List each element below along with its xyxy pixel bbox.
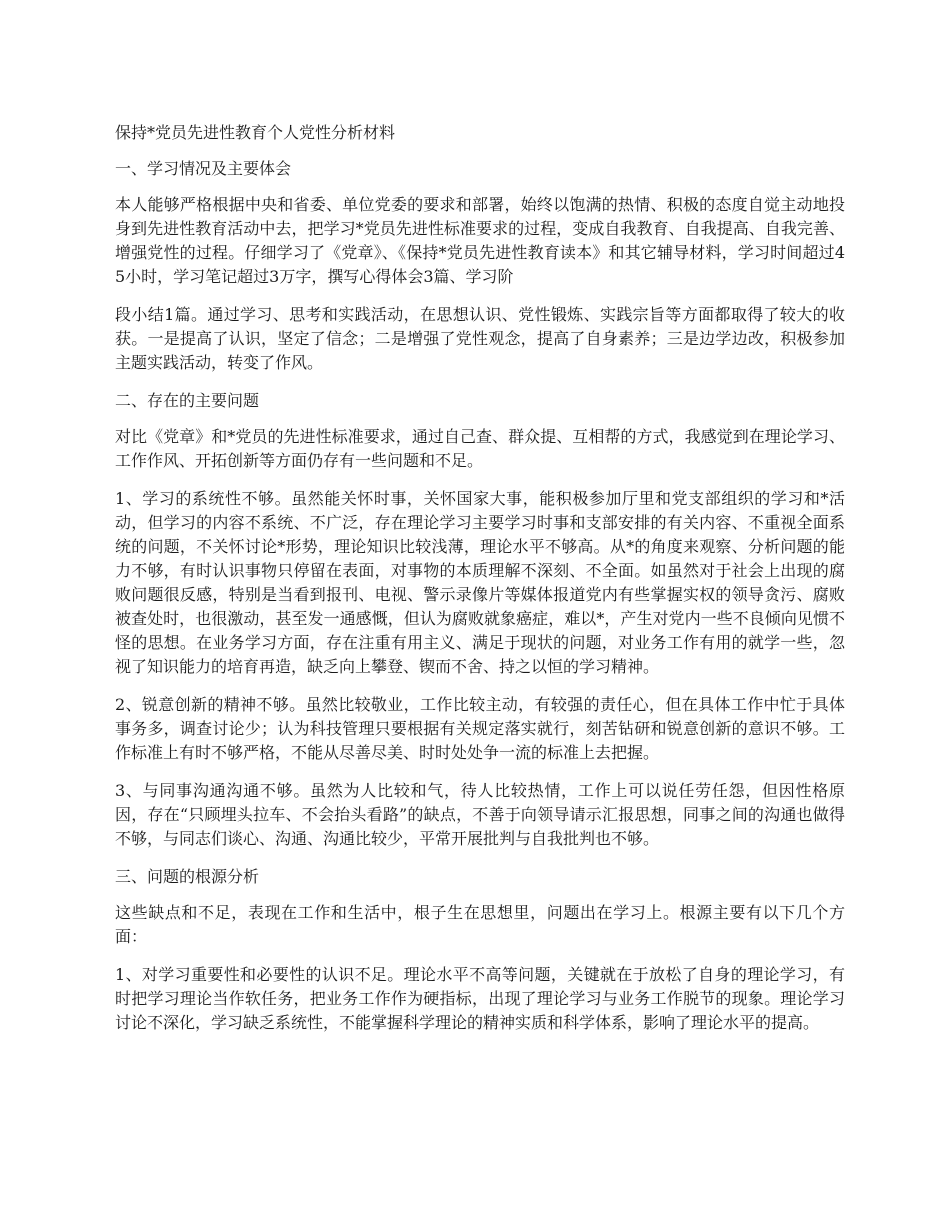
section-heading-1: 一、学习情况及主要体会 <box>115 159 292 178</box>
paragraph: 3、与同事沟通沟通不够。虽然为人比较和气，待人比较热情，工作上可以说任劳任怨，但因性格原因，存在“只顾埋头拉车、不会抬头看路”的缺点，不善于向领导请示汇报思想，同事之间的沟通也做得不够，与同志们谈心、沟通、沟通比较少，平常开展批判与自我批判也不够。 <box>115 781 845 848</box>
document-title: 保持*党员先进性教育个人党性分析材料 <box>115 123 396 142</box>
paragraph: 对比《党章》和*党员的先进性标准要求，通过自己查、群众提、互相帮的方式，我感觉到在理论学习、工作作风、开拓创新等方面仍存有一些问题和不足。 <box>115 427 845 470</box>
paragraph: 这些缺点和不足，表现在工作和生活中，根子生在思想里，问题出在学习上。根源主要有以下几个方面： <box>115 903 845 946</box>
paragraph: 1、学习的系统性不够。虽然能关怀时事，关怀国家大事，能积极参加厅里和党支部组织的学习和*活动，但学习的内容不系统、不广泛，存在理论学习主要学习时事和支部安排的有关内容、不重视全面系统的问题，不关怀讨论*形势，理论知识比较浅薄，理论水平不够高。从*的角度来观察、分析问题的能力不够，有时认识事物只停留在表面，对事物的本质理解不深刻、不全面。如虽然对于社会上出现的腐败问题很反感，特别是当看到报刊、电视、警示录像片等媒体报道党内有些掌握实权的领导贪污、腐败被查处时，也很激动，甚至发一通感慨，但认为腐败就象癌症，难以*，产生对党内一些不良倾向见惯不怪的思想。在业务学习方面，存在注重有用主义、满足于现状的问题，对业务工作有用的就学一些，忽视了知识能力的培育再造，缺乏向上攀登、锲而不舍、持之以恒的学习精神。 <box>115 489 845 676</box>
paragraph: 本人能够严格根据中央和省委、单位党委的要求和部署，始终以饱满的热情、积极的态度自觉主动地投身到先进性教育活动中去，把学习*党员先进性标准要求的过程，变成自我教育、自我提高、自我完善、增强党性的过程。仔细学习了《党章》、《保持*党员先进性教育读本》和其它辅导材料，学习时间超过45小时，学习笔记超过3万字，撰写心得体会3篇、学习阶 <box>115 195 845 286</box>
section-heading-2: 二、存在的主要问题 <box>115 391 260 410</box>
section-heading-3: 三、问题的根源分析 <box>115 867 260 886</box>
document-page <box>115 121 845 1049</box>
paragraph: 2、锐意创新的精神不够。虽然比较敬业，工作比较主动，有较强的责任心，但在具体工作中忙于具体事务多，调查讨论少；认为科技管理只要根据有关规定落实就行，刻苦钻研和锐意创新的意识不够。工作标准上有时不够严格，不能从尽善尽美、时时处处争一流的标准上去把握。 <box>115 695 845 762</box>
paragraph: 段小结1篇。通过学习、思考和实践活动，在思想认识、党性锻炼、实践宗旨等方面都取得了较大的收获。一是提高了认识，坚定了信念；二是增强了党性观念，提高了自身素养；三是边学边改，积极参加主题实践活动，转变了作风。 <box>115 305 845 372</box>
paragraph: 1、对学习重要性和必要性的认识不足。理论水平不高等问题，关键就在于放松了自身的理论学习，有时把学习理论当作软任务，把业务工作作为硬指标，出现了理论学习与业务工作脱节的现象。理论学习讨论不深化，学习缺乏系统性，不能掌握科学理论的精神实质和科学体系，影响了理论水平的提高。 <box>115 965 845 1032</box>
